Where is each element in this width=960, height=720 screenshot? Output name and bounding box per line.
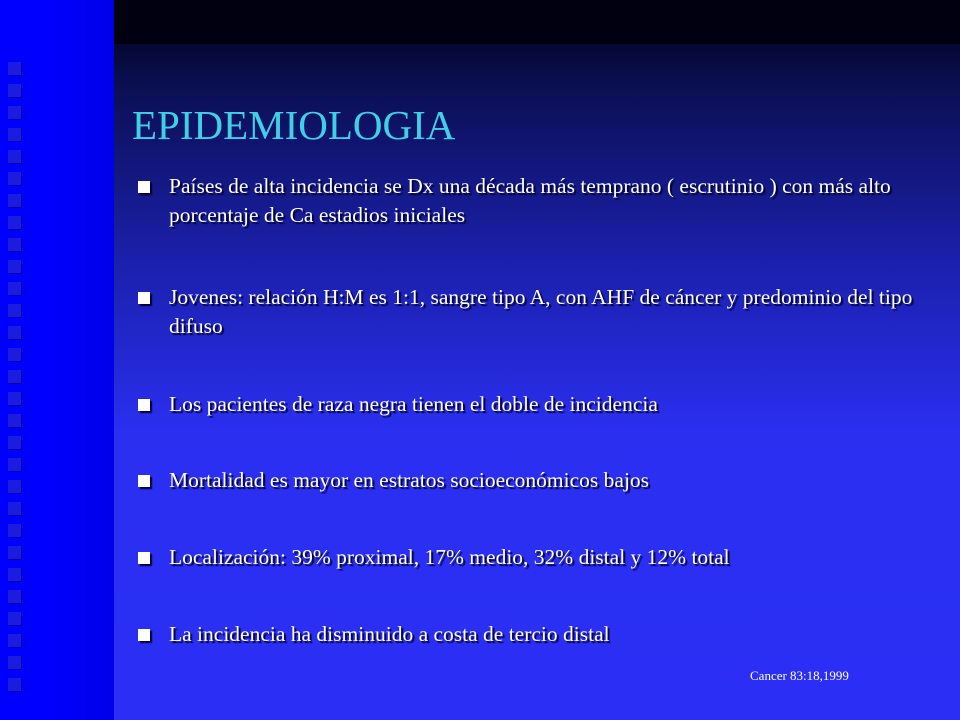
decorative-square	[8, 634, 21, 647]
decorative-square	[8, 436, 21, 449]
decorative-square	[8, 392, 21, 405]
decorative-square	[8, 84, 21, 97]
decorative-square	[8, 370, 21, 383]
square-bullet-icon	[138, 399, 150, 411]
citation: Cancer 83:18,1999	[750, 668, 849, 683]
bullet-item	[132, 466, 922, 495]
square-bullet-icon	[138, 181, 150, 193]
bullet-text: Mortalidad es mayor en estratos socioeconómicos bajos	[169, 468, 650, 492]
decorative-square	[8, 128, 21, 141]
bullet-item	[132, 283, 922, 341]
decorative-square	[8, 172, 21, 185]
decorative-square	[8, 194, 21, 207]
bullet-text: Países de alta incidencia se Dx una década más temprano ( escrutinio ) con más alto porcentaje de Ca estadios iniciales	[169, 174, 891, 227]
decorative-square	[8, 546, 21, 559]
decorative-square	[8, 590, 21, 603]
left-decorative-band	[0, 0, 114, 720]
bullet-text: Los pacientes de raza negra tienen el doble de incidencia	[169, 392, 658, 416]
bullet-text: La incidencia ha disminuido a costa de tercio distal	[169, 622, 610, 646]
square-bullet-icon	[138, 552, 150, 564]
decorative-square	[8, 260, 21, 273]
decorative-square	[8, 150, 21, 163]
bullet-text: Localización: 39% proximal, 17% medio, 32% distal y 12% total	[169, 545, 730, 569]
decorative-square-column	[8, 62, 22, 700]
decorative-square	[8, 524, 21, 537]
decorative-square	[8, 568, 21, 581]
decorative-square	[8, 502, 21, 515]
square-bullet-icon	[138, 292, 150, 304]
decorative-square	[8, 238, 21, 251]
decorative-square	[8, 216, 21, 229]
decorative-square	[8, 326, 21, 339]
bullet-item	[132, 620, 922, 649]
decorative-square	[8, 480, 21, 493]
bullet-item	[132, 543, 922, 572]
decorative-square	[8, 458, 21, 471]
decorative-square	[8, 348, 21, 361]
decorative-square	[8, 414, 21, 427]
decorative-square	[8, 62, 21, 75]
bullet-text: Jovenes: relación H:M es 1:1, sangre tipo A, con AHF de cáncer y predominio del tipo difuso	[169, 285, 913, 338]
slide-title: EPIDEMIOLOGIA	[132, 102, 456, 148]
top-dark-bar	[114, 0, 960, 44]
decorative-square	[8, 304, 21, 317]
decorative-square	[8, 106, 21, 119]
square-bullet-icon	[138, 629, 150, 641]
square-bullet-icon	[138, 475, 150, 487]
decorative-square	[8, 656, 21, 669]
decorative-square	[8, 282, 21, 295]
bullet-item	[132, 390, 922, 419]
decorative-square	[8, 612, 21, 625]
bullet-item	[132, 172, 922, 230]
decorative-square	[8, 678, 21, 691]
left-band-gradient	[44, 0, 114, 720]
